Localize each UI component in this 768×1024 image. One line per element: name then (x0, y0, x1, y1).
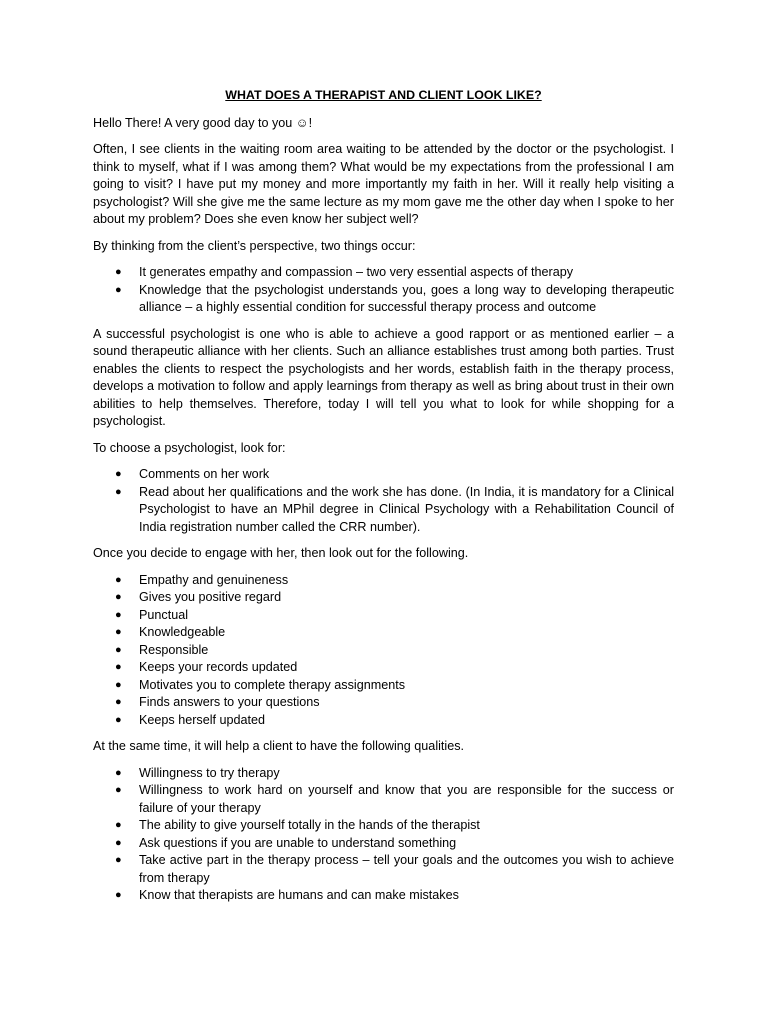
bullet-icon: ● (115, 608, 122, 621)
list-item (93, 712, 674, 730)
list-item (93, 765, 674, 783)
bullet-icon: ● (115, 643, 122, 656)
list-item-text: Know that therapists are humans and can make mistakes (139, 888, 459, 902)
bullet-icon: ● (115, 854, 122, 866)
list-item (93, 887, 674, 905)
list-item-text: Punctual (139, 607, 189, 622)
list-item-text: Gives you positive regard (139, 590, 282, 604)
bullet-icon: ● (115, 678, 122, 691)
list-item-text: Knowledge that the psychologist understands you, goes a long way to developing therapeutic alliance – a highly essential condition for successful therapy process and outcome (139, 282, 674, 314)
list-item-text: Willingness to try therapy (139, 765, 280, 780)
bullet-icon: ● (115, 713, 122, 726)
list-item-text: Knowledgeable (139, 625, 226, 639)
intro-paragraph: Often, I see clients in the waiting room area waiting to be attended by the doctor or the psychologist. I think to myself, what if I was among them? What would be my expectations from the professional I am going to visit? I have put my money and more importantly my faith in her. Will it really help visiting a psychologist? Will she give me the same lecture as my mom gave me the other day when I spoke to her about my problem? Does she even know her subject well? (93, 142, 674, 226)
list-item (93, 624, 674, 642)
bullet-icon: ● (115, 766, 122, 779)
list-item (93, 589, 674, 607)
list-item (93, 817, 674, 835)
engage-paragraph: Once you decide to engage with her, then look out for the following. (93, 546, 469, 560)
document-body (93, 87, 674, 914)
bullet-icon: ● (115, 696, 122, 708)
list-item-text: Comments on her work (139, 467, 270, 481)
list-item (93, 642, 674, 660)
bullet-icon: ● (115, 626, 122, 638)
list-item-text: Take active part in the therapy process – tell your goals and the outcomes you wish to achieve from therapy (139, 853, 674, 885)
bullet-icon: ● (115, 784, 122, 796)
list-item (93, 782, 674, 817)
perspective-paragraph: By thinking from the client’s perspective, two things occur: (93, 238, 416, 253)
bullet-icon: ● (115, 266, 122, 278)
list-item (93, 659, 674, 677)
client-qualities-paragraph: At the same time, it will help a client to have the following qualities. (93, 739, 465, 753)
list-item (93, 572, 674, 590)
bullet-list (93, 264, 674, 317)
bullet-list (93, 765, 674, 905)
bullet-icon: ● (115, 468, 122, 480)
bullet-icon: ● (115, 661, 122, 673)
list-item-text: The ability to give yourself totally in the hands of the therapist (139, 818, 480, 832)
list-item (93, 466, 674, 484)
list-item (93, 835, 674, 853)
alliance-paragraph: A successful psychologist is one who is able to achieve a good rapport or as mentioned earlier – a sound therapeutic alliance with her clients. Such an alliance establishes trust among both parties. Trust enables the clients to respect the psychologists and her words, establish faith in the therapy process, develops a motivation to follow and apply learnings from therapy as well as bring about trust in their own abilities to help themselves. Therefore, today I will tell you what to look for while shopping for a psychologist. (93, 326, 674, 428)
list-item-text: Read about her qualifications and the work she has done. (In India, it is mandatory for a Clinical Psychologist to have an MPhil degree in Clinical Psychology with a Rehabilitation Council of India registration number called the CRR number). (139, 484, 674, 534)
choose-paragraph: To choose a psychologist, look for: (93, 440, 286, 455)
list-item-text: Keeps your records updated (139, 660, 298, 674)
list-item-text: Motivates you to complete therapy assignments (139, 677, 405, 692)
bullet-icon: ● (115, 889, 122, 901)
list-item-text: Finds answers to your questions (139, 695, 320, 709)
document-title: WHAT DOES A THERAPIST AND CLIENT LOOK LIKE? (225, 88, 542, 102)
bullet-icon: ● (115, 573, 122, 586)
list-item-text: Keeps herself updated (139, 712, 266, 727)
list-item-text: Willingness to work hard on yourself and know that you are responsible for the success or failure of your therapy (139, 783, 674, 815)
bullet-icon: ● (115, 485, 122, 498)
bullet-icon: ● (115, 591, 122, 603)
list-item (93, 282, 674, 317)
bullet-icon: ● (115, 836, 122, 849)
greeting-paragraph: Hello There! A very good day to you ☺! (93, 115, 313, 130)
list-item (93, 484, 674, 537)
bullet-icon: ● (115, 819, 122, 831)
list-item (93, 677, 674, 695)
list-item (93, 264, 674, 282)
bullet-list (93, 466, 674, 536)
list-item (93, 694, 674, 712)
list-item-text: Empathy and genuineness (139, 572, 289, 587)
list-item-text: Ask questions if you are unable to understand something (139, 835, 457, 850)
list-item (93, 852, 674, 887)
bullet-icon: ● (115, 283, 122, 296)
bullet-list (93, 572, 674, 730)
list-item-text: Responsible (139, 642, 209, 657)
list-item (93, 607, 674, 625)
list-item-text: It generates empathy and compassion – two very essential aspects of therapy (139, 265, 574, 279)
